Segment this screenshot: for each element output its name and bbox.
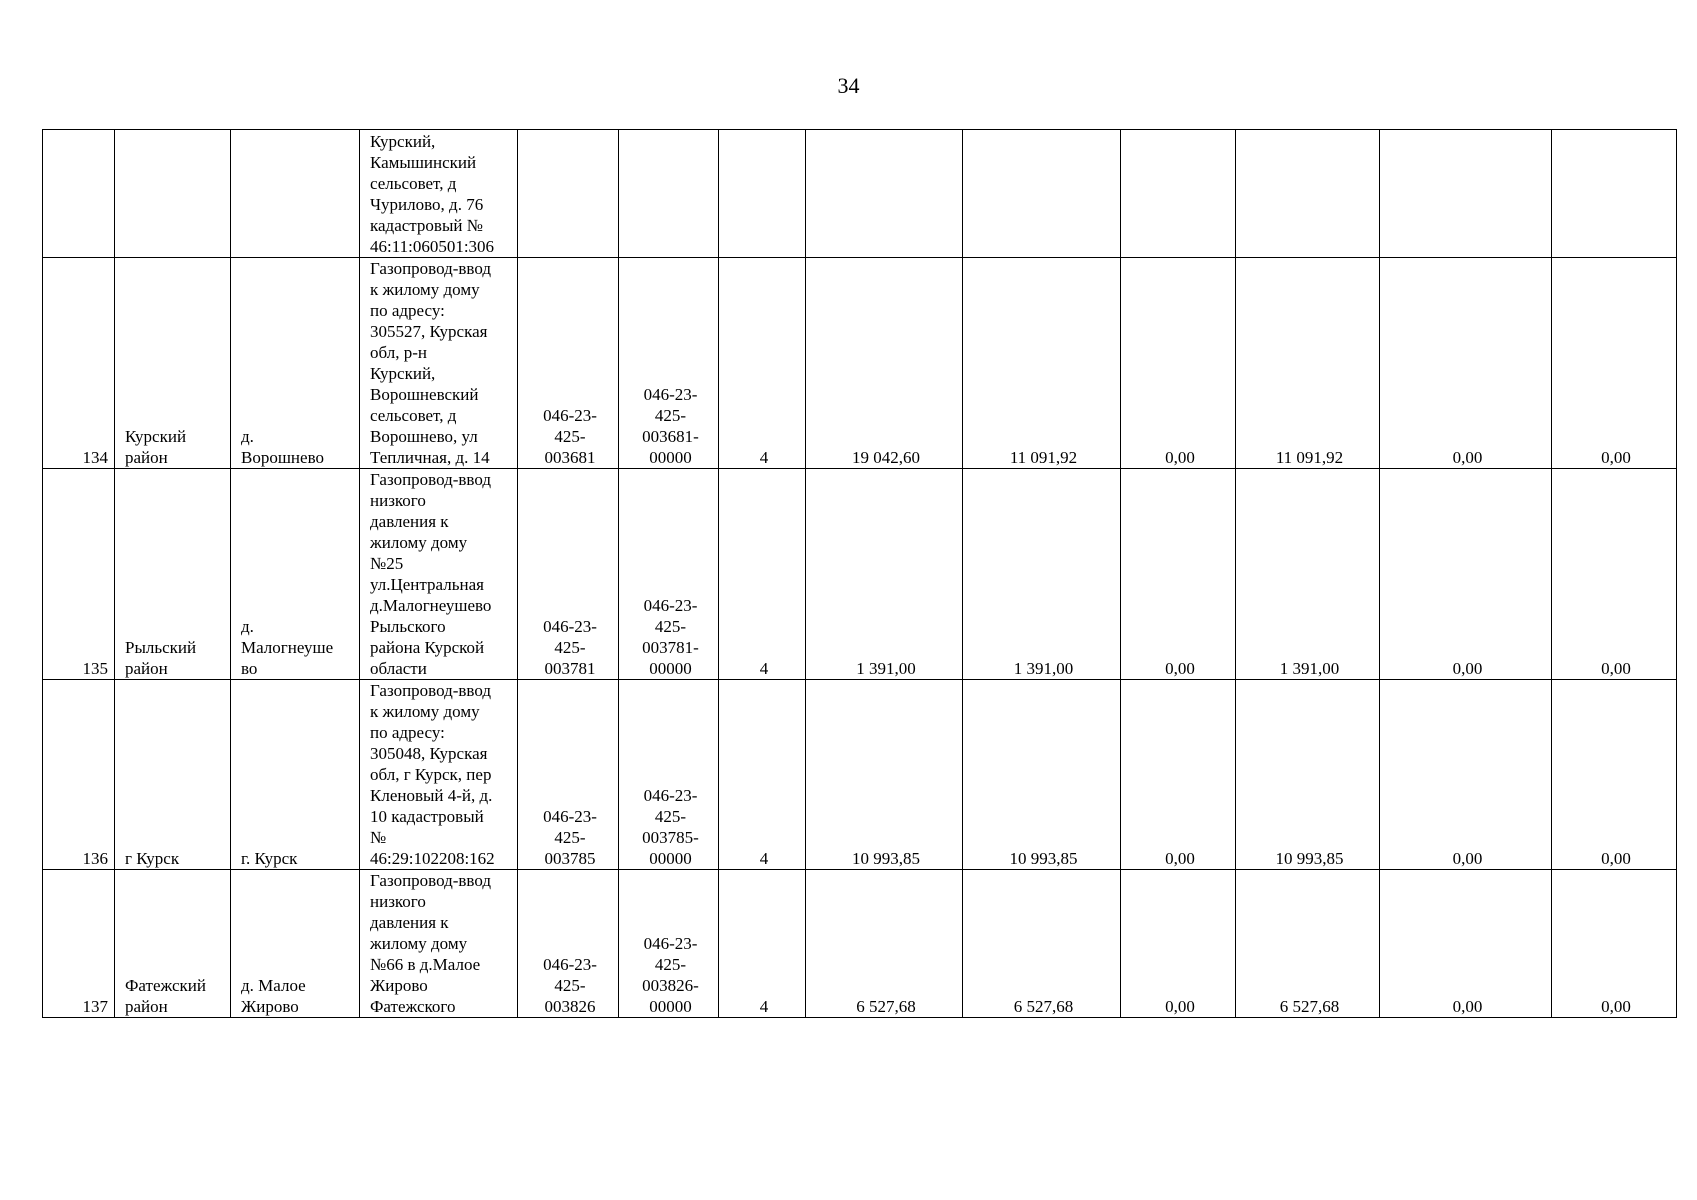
value-cell bbox=[1236, 130, 1380, 258]
value-cell: 6 527,68 bbox=[1236, 870, 1380, 1018]
group-cell: 4 bbox=[719, 469, 806, 680]
value-cell: 1 391,00 bbox=[963, 469, 1121, 680]
object-cell: Курский, Камышинский сельсовет, д Чурилово, д. 76 кадастровый № 46:11:060501:306 bbox=[360, 130, 518, 258]
value-cell: 0,00 bbox=[1380, 258, 1552, 469]
table-row bbox=[43, 469, 1677, 680]
inventory-code-cell bbox=[619, 130, 719, 258]
code-cell bbox=[518, 130, 619, 258]
object-cell: Газопровод-ввод к жилому дому по адресу: 305527, Курская обл, р-н Курский, Ворошневский сельсовет, д Ворошнево, ул Тепличная, д. 14 bbox=[360, 258, 518, 469]
value-cell: 19 042,60 bbox=[806, 258, 963, 469]
object-cell: Газопровод-ввод низкого давления к жилому дому №25 ул.Центральная д.Малогнеушево Рыльского района Курской области bbox=[360, 469, 518, 680]
value-cell: 11 091,92 bbox=[963, 258, 1121, 469]
inventory-code-cell: 046-23- 425- 003785- 00000 bbox=[619, 680, 719, 870]
district-cell: Рыльский район bbox=[115, 469, 231, 680]
row-number-cell: 135 bbox=[43, 469, 115, 680]
row-number-cell: 134 bbox=[43, 258, 115, 469]
locality-cell: г. Курск bbox=[231, 680, 360, 870]
value-cell: 0,00 bbox=[1552, 870, 1677, 1018]
value-cell: 1 391,00 bbox=[1236, 469, 1380, 680]
value-cell: 6 527,68 bbox=[806, 870, 963, 1018]
value-cell: 6 527,68 bbox=[963, 870, 1121, 1018]
locality-cell bbox=[231, 130, 360, 258]
table-row bbox=[43, 130, 1677, 258]
value-cell: 0,00 bbox=[1380, 870, 1552, 1018]
locality-cell: д. Малое Жирово bbox=[231, 870, 360, 1018]
locality-cell: д. Ворошнево bbox=[231, 258, 360, 469]
value-cell: 0,00 bbox=[1552, 258, 1677, 469]
value-cell: 10 993,85 bbox=[806, 680, 963, 870]
value-cell: 0,00 bbox=[1121, 469, 1236, 680]
value-cell bbox=[1552, 130, 1677, 258]
value-cell: 0,00 bbox=[1552, 469, 1677, 680]
value-cell: 10 993,85 bbox=[963, 680, 1121, 870]
table-row bbox=[43, 258, 1677, 469]
value-cell: 11 091,92 bbox=[1236, 258, 1380, 469]
value-cell bbox=[1121, 130, 1236, 258]
locality-cell: д. Малогнеуше во bbox=[231, 469, 360, 680]
inventory-code-cell: 046-23- 425- 003781- 00000 bbox=[619, 469, 719, 680]
value-cell: 0,00 bbox=[1121, 870, 1236, 1018]
value-cell bbox=[963, 130, 1121, 258]
table-row bbox=[43, 870, 1677, 1018]
value-cell: 10 993,85 bbox=[1236, 680, 1380, 870]
row-number-cell bbox=[43, 130, 115, 258]
group-cell: 4 bbox=[719, 870, 806, 1018]
inventory-code-cell: 046-23- 425- 003826- 00000 bbox=[619, 870, 719, 1018]
object-cell: Газопровод-ввод к жилому дому по адресу: 305048, Курская обл, г Курск, пер Кленовый 4-й, д. 10 кадастровый № 46:29:102208:162 bbox=[360, 680, 518, 870]
code-cell: 046-23- 425- 003826 bbox=[518, 870, 619, 1018]
value-cell: 0,00 bbox=[1121, 258, 1236, 469]
table-row bbox=[43, 680, 1677, 870]
object-cell: Газопровод-ввод низкого давления к жилому дому №66 в д.Малое Жирово Фатежского bbox=[360, 870, 518, 1018]
value-cell: 1 391,00 bbox=[806, 469, 963, 680]
code-cell: 046-23- 425- 003781 bbox=[518, 469, 619, 680]
row-number-cell: 136 bbox=[43, 680, 115, 870]
district-cell: Фатежский район bbox=[115, 870, 231, 1018]
code-cell: 046-23- 425- 003681 bbox=[518, 258, 619, 469]
code-cell: 046-23- 425- 003785 bbox=[518, 680, 619, 870]
data-table bbox=[42, 129, 1677, 1018]
group-cell: 4 bbox=[719, 680, 806, 870]
value-cell: 0,00 bbox=[1380, 680, 1552, 870]
page-number: 34 bbox=[837, 73, 860, 98]
value-cell bbox=[1380, 130, 1552, 258]
value-cell: 0,00 bbox=[1380, 469, 1552, 680]
row-number-cell: 137 bbox=[43, 870, 115, 1018]
district-cell bbox=[115, 130, 231, 258]
group-cell: 4 bbox=[719, 258, 806, 469]
district-cell: г Курск bbox=[115, 680, 231, 870]
value-cell: 0,00 bbox=[1552, 680, 1677, 870]
district-cell: Курский район bbox=[115, 258, 231, 469]
value-cell bbox=[806, 130, 963, 258]
inventory-code-cell: 046-23- 425- 003681- 00000 bbox=[619, 258, 719, 469]
group-cell bbox=[719, 130, 806, 258]
value-cell: 0,00 bbox=[1121, 680, 1236, 870]
